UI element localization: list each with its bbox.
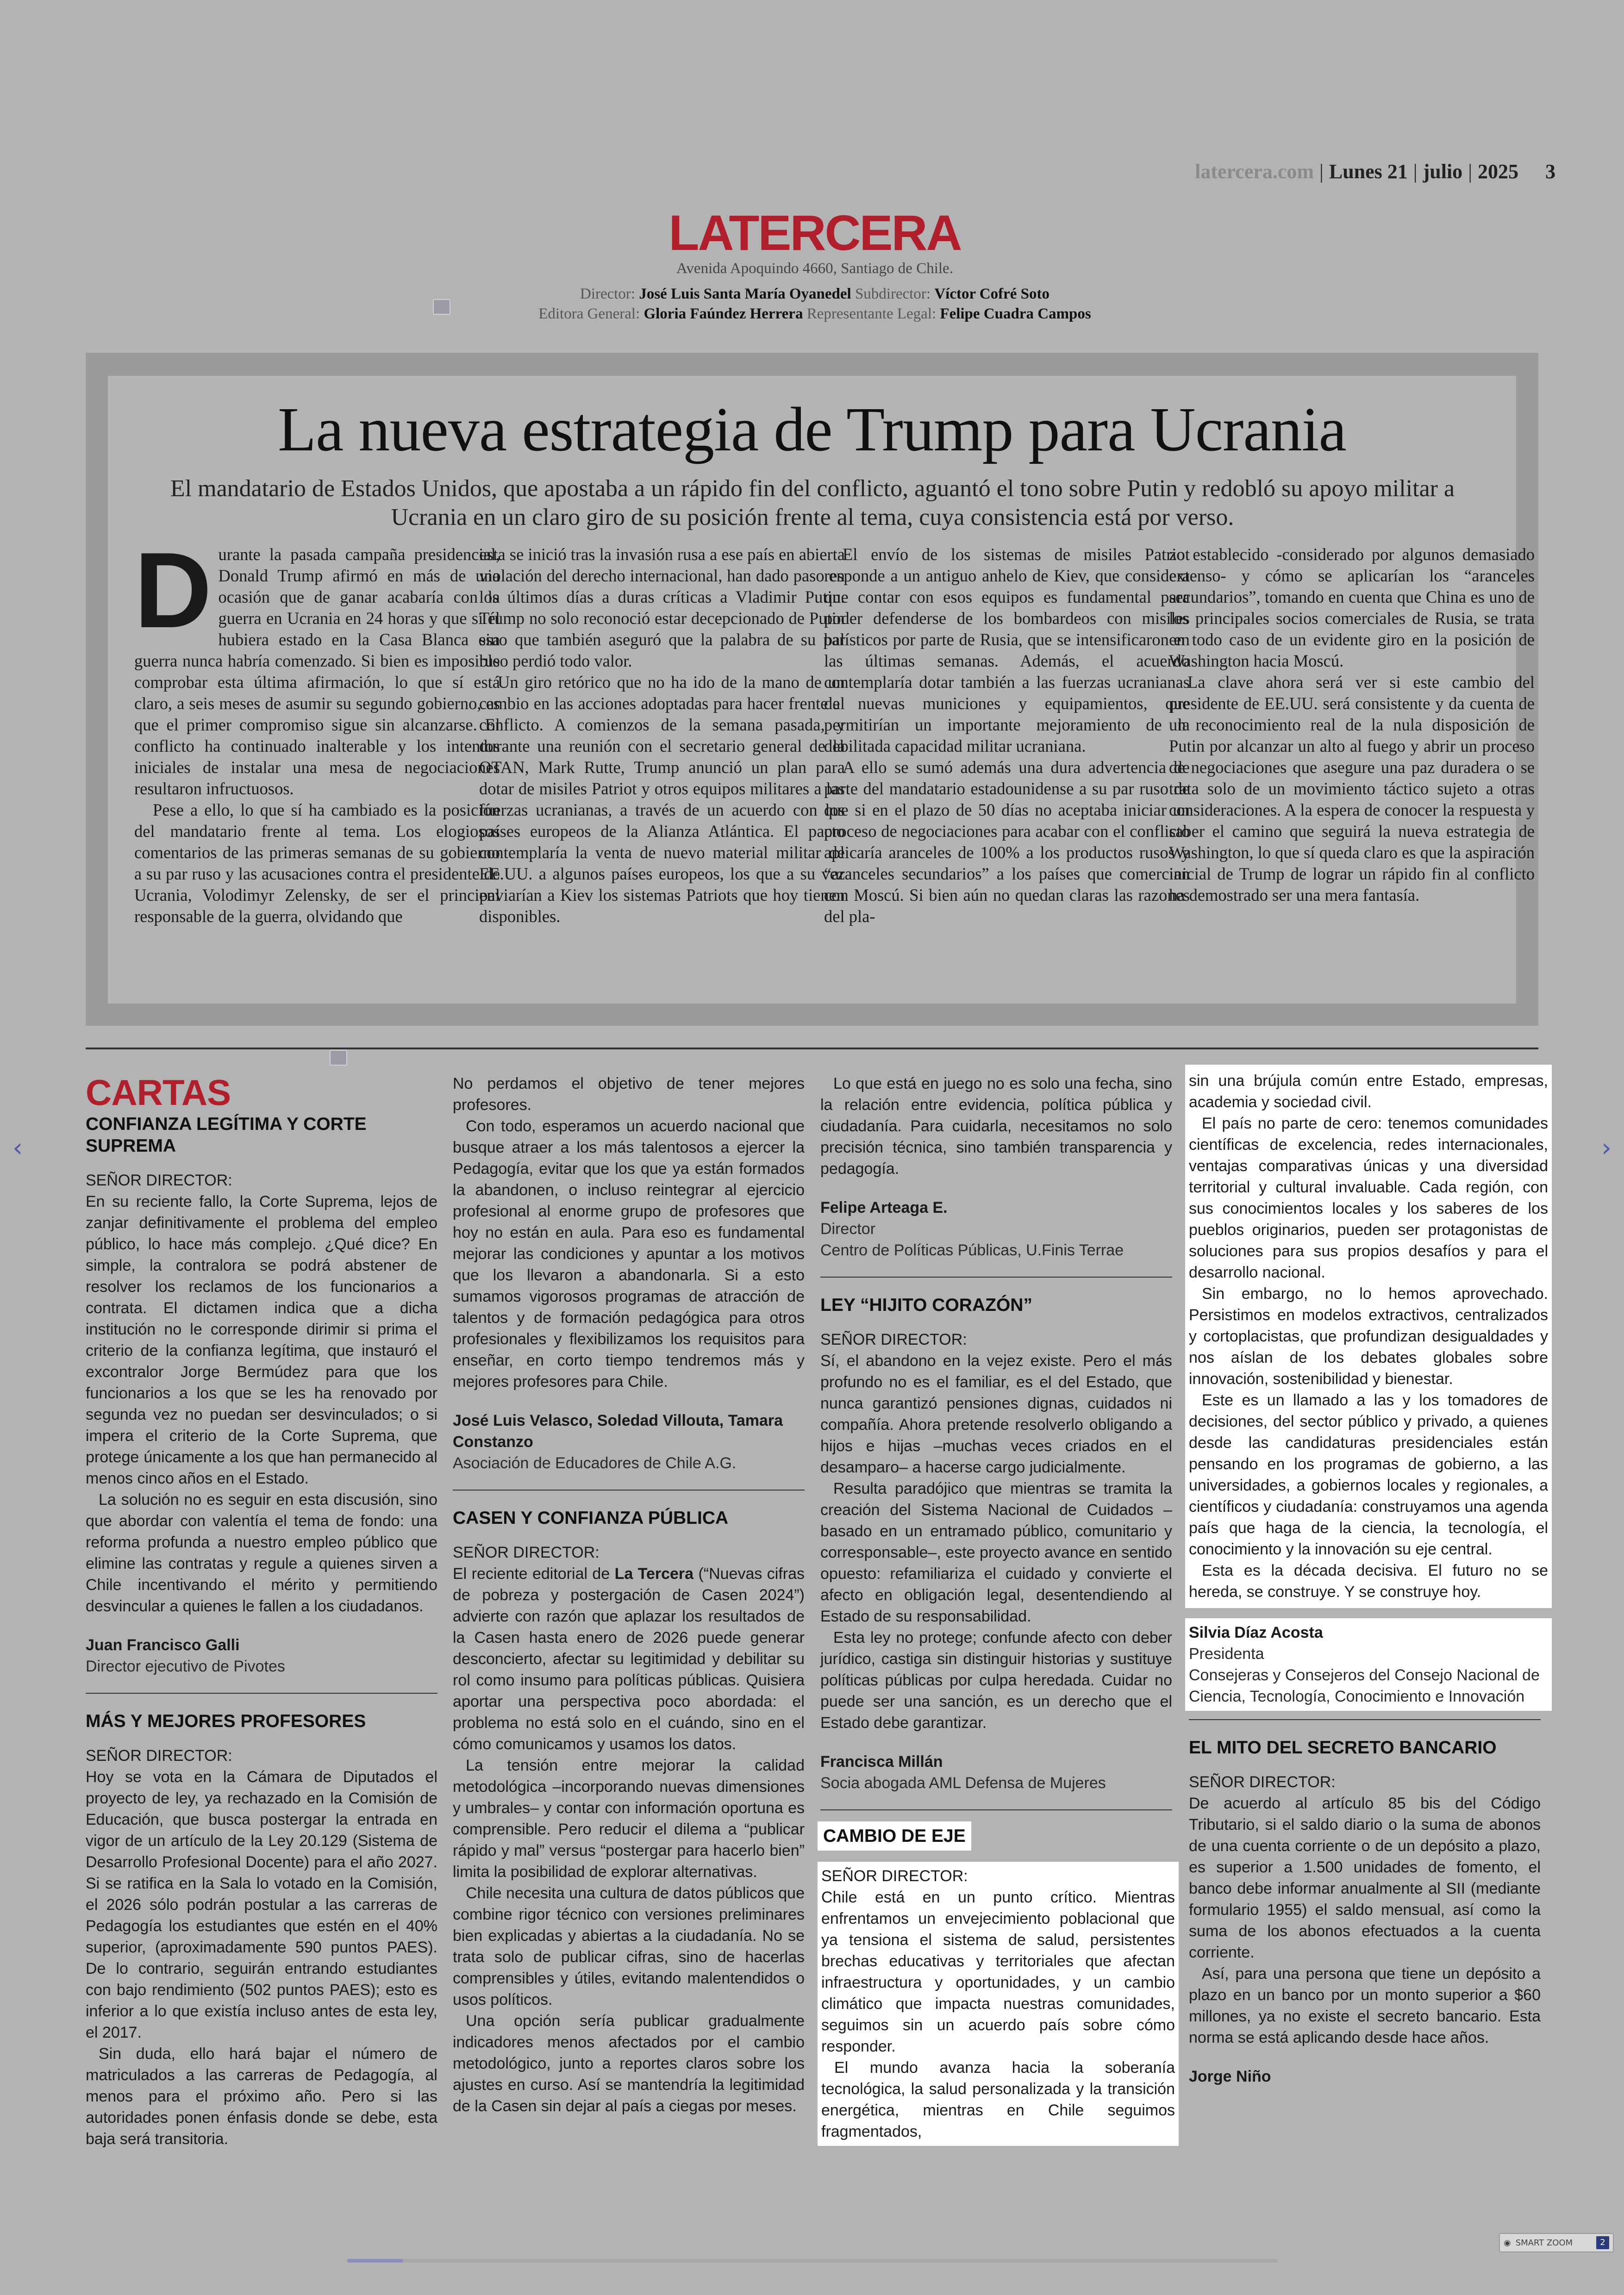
- letter-author-role: Asociación de Educadores de Chile A.G.: [453, 1454, 737, 1472]
- page-scrollbar[interactable]: [347, 2259, 1278, 2263]
- letters-column-2: No perdamos el objetivo de tener mejores profesores. Con todo, esperamos un acuerdo nacional que busque atraer a los más talentosos a ejercer la Pedagogía, evitar que los que ya están formados la abandonen, o incluso reintegrar al ejercicio profesional al enorme grupo de profesores que hoy no están en aula. Para eso es fundamental mejorar las condiciones y apuntar a los motivos que los llevaron a abandonarla. Si a esto sumamos vigorosos programas de atracción de talentos y de formación pedagógica para otros profesionales y flexibilizamos los requisitos para enseñar, en corto tiempo tendremos más y mejores profesores para Chile. José Luis Velasco, Soledad Villouta, Tamara Constanzo Asociación de Educadores de Chile A.G. CASEN Y CONFIANZA PÚBLICA SEÑOR DIRECTOR: El reciente editorial de La Tercera (“Nuevas cifras de pobreza y postergación de Casen 2024”) advierte con razón que aplazar los resultados de la Casen hasta enero de 2026 puede generar desconcierto, afectar su legitimidad y debilitar su rol como insumo para políticas públicas. Quisiera aportar una perspectiva poco abordada: el problema no está solo en el cuándo, sino en el cómo comunicamos y usamos los datos. La tensión entre mejorar la calidad metodológica –incorporando nuevas dimensiones y umbrales– y contar con información oportuna es comprensible. Pero reducir el dilema a “publicar rápido y mal” versus “postergar para hacerlo bien” limita la posibilidad de explorar alternativas. Chile necesita una cultura de datos públicos que combine rigor técnico con versiones preliminares bien explicadas y abiertas a la ciudadanía. No se trata solo de publicar cifras, sino de hacerlas comprensibles y útiles, evitando malentendidos o usos políticos. Una opción sería publicar gradualmente indicadores menos afectados por el cambio metodológico, junto a reportes claros sobre los ajustes en curso. Así se mantendría la legitimidad de la Casen sin dejar al país a ciegas por meses.: [453, 1075, 805, 2115]
- date-day: Lunes 21: [1329, 160, 1408, 183]
- letter-author-role: Director ejecutivo de Pivotes: [86, 1658, 285, 1675]
- highlight-box: sin una brújula común entre Estado, empresas, academia y sociedad civil. El país no parte de cero: tenemos comunidades científicas de excelencia, redes internacionales, ventajas comparativas únicas y una diversidad territorial y cultural invaluable. Cada región, con sus conocimientos locales y los saberes de los pueblos originarios, pueden ser protagonistas de soluciones para sus propios desafíos y para el desarrollo nacional. Sin embargo, no lo hemos aprovechado. Persistimos en modelos extractivos, centralizados y cortoplacistas, que profundizan desigualdades y nos aíslan de los debates globales sobre innovación, sostenibilidad y bienestar. Este es un llamado a las y los tomadores de decisiones, del sector público y privado, a quienes desde las candidaturas presidenciales están pensando en los programas de gobierno, a las universidades, a gobiernos locales y regionales, a científicos y ciudadanía: construyamos una agenda país que haga de la ciencia, la tecnología, el conocimiento y la innovación su eje central. Esta es la década decisiva. El futuro no se hereda, se construye. Y se construye hoy.: [1185, 1065, 1552, 1608]
- letter-salutation: SEÑOR DIRECTOR:: [820, 1331, 967, 1348]
- page-number: 3: [1545, 160, 1555, 183]
- letter-salutation: SEÑOR DIRECTOR:: [86, 1747, 232, 1765]
- letter-salutation: SEÑOR DIRECTOR:: [453, 1544, 600, 1561]
- editorial-subtitle: El mandatario de Estados Unidos, que apostaba a un rápido fin del conflicto, aguantó el tono sobre Putin y redobló su apoyo militar a Ucrania en un claro giro de su posición frente al tema, cuya consistencia está por verso.: [170, 475, 1455, 530]
- annotation-pin-icon[interactable]: [433, 299, 450, 315]
- letter-author-org: Centro de Políticas Públicas, U.Finis Terrae: [820, 1241, 1124, 1259]
- highlight-box: SEÑOR DIRECTOR: Chile está en un punto crítico. Mientras enfrentamos un envejecimiento poblacional que ya tensiona el sistema de salud, persistentes brechas educativas y territoriales que afectan infraestructura y oportunidades, y un cambio climático que impacta nuestras comunidades, seguimos sin un acuerdo país sobre cómo responder. El mundo avanza hacia la soberanía tecnológica, la salud personalizada y la transición energética, mientras en Chile seguimos fragmentados,: [818, 1862, 1179, 2146]
- section-divider: [86, 1048, 1538, 1049]
- letter-heading: CASEN Y CONFIANZA PÚBLICA: [453, 1508, 729, 1528]
- date-year: 2025: [1478, 160, 1518, 183]
- editorial-column-2: esta se inició tras la invasión rusa a ese país en abierta violación del derecho internacional, han dado paso en los últimos días a duras críticas a Vladimir Putin. Trump no solo reconoció estar decepcionado de Putin sino que también aseguró que la palabra de su par ruso perdió todo valor. Un giro retórico que no ha ido de la mano de un cambio en las acciones adoptadas para hacer frente al conflicto. A comienzos de la semana pasada, y durante una reunión con el secretario general de la OTAN, Mark Rutte, Trump anunció un plan para dotar de misiles Patriot y otros equipos militares a las fuerzas ucranianas, a través de un acuerdo con los países europeos de la Alianza Atlántica. El pacto contemplaría la venta de nuevo material militar de EE.UU. a algunos países europeos, los que a su vez enviarían a Kiev los sistemas Patriots que hoy tienen disponibles.: [479, 545, 845, 926]
- section-title-cartas: CARTAS: [86, 1072, 231, 1113]
- smart-zoom-label: SMART ZOOM: [1515, 2238, 1573, 2248]
- letter-heading: MÁS Y MEJORES PROFESORES: [86, 1711, 366, 1731]
- director-name: José Luis Santa María Oyanedel: [639, 286, 851, 302]
- date-month: julio: [1423, 160, 1463, 183]
- staff-line-2: Editora General: Gloria Faúndez Herrera Representante Legal: Felipe Cuadra Campos: [538, 306, 1091, 322]
- previous-page-icon[interactable]: ‹: [12, 1133, 23, 1162]
- drop-cap: D: [134, 530, 212, 650]
- smart-zoom-badge: 2: [1596, 2236, 1609, 2249]
- letters-column-3: Lo que está en juego no es solo una fecha, sino la relación entre evidencia, política pública y ciudadanía. Para cuidarla, necesitamos no solo precisión técnica, sino también transparencia y pedagogía. Felipe Arteaga E. Director Centro de Políticas Públicas, U.Finis Terrae LEY “HIJITO CORAZÓN” SEÑOR DIRECTOR: Sí, el abandono en la vejez existe. Pero el más profundo no es el familiar, es el del Estado, que nunca garantizó pensiones dignas, cuidados ni compañía. Ahora pretende resolverlo obligando a hijos e hijas –muchas veces criados en el desamparo– a hacerse cargo judicialmente. Resulta paradójico que mientras se tramita la creación del Sistema Nacional de Cuidados –basado en un entramado público, comunitario y corresponsable–, este proyecto avance en sentido opuesto: refamiliariza el cuidado y convierte el afecto en obligación legal, desentendiendo al Estado de su responsabilidad. Esta ley no protege; confunde afecto con deber jurídico, castiga sin distinguir historias y sustituye políticas públicas por culpa heredada. Cuidar no puede ser una sanción, es un derecho que el Estado debe garantizar. Francisca Millán Socia abogada AML Defensa de Mujeres CAMBIO DE EJE SEÑOR DIRECTOR: Chile está en un punto crítico. Mientras enfrentamos un envejecimiento poblacional que ya tensiona el sistema de salud, persistentes brechas educativas y territoriales que afectan infraestructura y oportunidades, y un cambio climático que impacta nuestras comunidades, seguimos sin un acuerdo país sobre cómo responder. El mundo avanza hacia la soberanía tecnológica, la salud personalizada y la transición energética, mientras en Chile seguimos fragmentados,: [820, 1073, 1172, 2146]
- letter-separator: [453, 1490, 805, 1491]
- letter-separator: [1189, 1719, 1541, 1720]
- editorial-column-4: zo establecido -considerado por algunos demasiado extenso- y cómo se aplicarían los “aranceles secundarios”, tomando en cuenta que China es uno de los principales socios comerciales de Rusia, se trata en todo caso de un evidente giro en la posición de Washington hacia Moscú. La clave ahora será ver si este cambio del presidente de EE.UU. será consistente y da cuenta de un reconocimiento real de la nula disposición de Putin por alcanzar un alto al fuego y abrir un proceso de negociaciones que asegure una paz duradera o se trata solo de un movimiento táctico sujeto a otras consideraciones. A la espera de conocer la respuesta y saber el camino que seguirá la nueva estrategia de Washington, lo que sí queda claro es que la aspiración inicial de Trump de lograr un rápido fin al conflicto ha demostrado ser una mera fantasía.: [1169, 545, 1535, 904]
- letter-author: Silvia Díaz Acosta: [1189, 1624, 1323, 1641]
- letter-separator: [820, 1809, 1172, 1810]
- smart-zoom-button[interactable]: [1499, 2233, 1614, 2252]
- letter-author-role: Presidenta: [1189, 1645, 1264, 1663]
- subdirector-name: Víctor Cofré Soto: [934, 286, 1049, 302]
- next-page-icon[interactable]: ›: [1601, 1133, 1612, 1162]
- letter-author: Juan Francisco Galli: [86, 1636, 240, 1654]
- letter-author: Francisca Millán: [820, 1753, 943, 1771]
- page-scrollbar-thumb[interactable]: [347, 2259, 403, 2263]
- highlight-box: [1185, 1618, 1552, 1711]
- eye-icon: ◉: [1504, 2238, 1511, 2248]
- page-header: latercera.com | Lunes 21 | julio | 2025 3: [1195, 160, 1555, 183]
- editorial-title: La nueva estrategia de Trump para Ucrania: [278, 395, 1346, 464]
- letter-heading: CONFIANZA LEGÍTIMA Y CORTE SUPREMA: [86, 1114, 367, 1156]
- legal-rep-name: Felipe Cuadra Campos: [940, 306, 1091, 322]
- letter-heading: LEY “HIJITO CORAZÓN”: [820, 1295, 1032, 1315]
- letters-column-4: sin una brújula común entre Estado, empresas, academia y sociedad civil. El país no parte de cero: tenemos comunidades científicas de excelencia, redes internacionales, ventajas comparativas únicas y una diversidad territorial y cultural invaluable. Cada región, con sus conocimientos locales y los saberes de los pueblos originarios, pueden ser protagonistas de soluciones para sus propios desafíos y para el desarrollo nacional. Sin embargo, no lo hemos aprovechado. Persistimos en modelos extractivos, centralizados y cortoplacistas, que profundizan desigualdades y nos aíslan de los debates globales sobre innovación, sostenibilidad y bienestar. Este es un llamado a las y los tomadores de decisiones, del sector público y privado, a quienes desde las candidaturas presidenciales están pensando en los programas de gobierno, a las universidades, a gobiernos locales y regionales, a científicos y ciudadanía: construyamos una agenda país que haga de la ciencia, la tecnología, el conocimiento y la innovación su eje central. Esta es la década decisiva. El futuro no se hereda, se construye. Y se construye hoy. Silvia Díaz Acosta Presidenta Consejeras y Consejeros del Consejo Nacional de Ciencia, Tecnología, Conocimiento e Innovación EL MITO DEL SECRETO BANCARIO SEÑOR DIRECTOR: De acuerdo al artículo 85 bis del Código Tributario, si el saldo diario o la suma de abonos de una cuenta corriente o de un depósito a plazo, es superior a 1.500 unidades de fomento, el banco debe informar anualmente al SII (mediante formulario 1955) el saldo mensual, así como la suma de los abonos efectuados a la cuenta corriente. Así, para una persona que tiene un depósito a plazo en un banco por un monto superior a $60 millones, ya no existe el secreto bancario. Esta norma se está aplicando desde hace años. Jorge Niño: [1189, 1065, 1541, 2087]
- annotation-pin-icon[interactable]: [330, 1050, 347, 1066]
- letter-separator: [86, 1693, 437, 1694]
- letter-heading: CAMBIO DE EJE: [823, 1826, 966, 1846]
- letter-salutation: SEÑOR DIRECTOR:: [86, 1172, 232, 1189]
- letter-author: José Luis Velasco, Soledad Villouta, Tamara Constanzo: [453, 1412, 783, 1451]
- letter-author-role: Socia abogada AML Defensa de Mujeres: [820, 1774, 1106, 1792]
- letter-author: Jorge Niño: [1189, 2068, 1271, 2085]
- letters-column-1: CONFIANZA LEGÍTIMA Y CORTE SUPREMA SEÑOR DIRECTOR: En su reciente fallo, la Corte Suprema, lejos de zanjar definitivamente el problema del empleo público, lo hace más complejo. ¿Qué dice? En simple, la contralora se podrá abstener de resolver los reclamos de los funcionarios a contrata. El dictamen indica que a dicha institución no le corresponde dirimir si prima el criterio de la confianza legítima, que instauró el excontralor Jorge Bermúdez para que los funcionarios a los que se les ha renovado por segunda vez no puedan ser desvinculados; o si impera el criterio de la Corte Suprema, que protege únicamente a los que han permanecido al menos cinco años en el Estado. La solución no es seguir en esta discusión, sino que abordar con valentía el tema de fondo: una reforma profunda a nuestro empleo público que elimine las contratas y regule a quienes sirven a Chile incentivando el mérito y permitiendo desvincular a quienes le fallen a los ciudadanos. Juan Francisco Galli Director ejecutivo de Pivotes MÁS Y MEJORES PROFESORES SEÑOR DIRECTOR: Hoy se vota en la Cámara de Diputados el proyecto de ley, ya rechazado en la Comisión de Educación, que busca postergar la entrada en vigor de un artículo de la Ley 20.129 (Sistema de Desarrollo Profesional Docente) para el año 2027. Si se ratifica en la Sala lo votado en la Comisión, el 2026 sólo podrán postular a las carreras de Pedagogía los estudiantes que estén en el 40% superior, (aproximadamente 590 puntos PAES). De lo contrario, seguirán entrando estudiantes con bajo rendimiento (502 puntos PAES); esto es inferior a lo que existía incluso antes de esta ley, el 2017. Sin duda, ello hará bajar el número de matriculados a las carreras de Pedagogía, al menos para el próximo año. Pero si las autoridades ponen énfasis donde se debe, esta baja será transitoria.: [86, 1114, 437, 2148]
- newspaper-logo: LATERCERA: [668, 205, 961, 261]
- highlight-box: [818, 1821, 971, 1851]
- editorial-column-3: El envío de los sistemas de misiles Patriot responde a un antiguo anhelo de Kiev, que considera que contar con esos equipos es fundamental para poder defenderse de los bombardeos con misiles balísticos por parte de Rusia, que se intensificaron en las últimas semanas. Además, el acuerdo contemplaría dotar también a las fuerzas ucranianas de nuevas municiones y equipamientos, que permitirían un importante mejoramiento de la debilitada capacidad militar ucraniana. A ello se sumó además una dura advertencia de parte del mandatario estadounidense a su par ruso de que si en el plazo de 50 días no aceptaba iniciar un proceso de negociaciones para acabar con el conflicto aplicaría aranceles de 100% a los productos rusos y “aranceles secundarios” a los países que comercian con Moscú. Si bien aún no quedan claras las razones del pla-: [824, 545, 1190, 926]
- letter-author-org: Consejeras y Consejeros del Consejo Nacional de Ciencia, Tecnología, Conocimiento e Innovación: [1189, 1666, 1540, 1705]
- editorial-column-1: Durante la pasada campaña presidencial, Donald Trump afirmó en más de una ocasión que de ganar acabaría con la guerra en Ucrania en 24 horas y que si él hubiera estado en la Casa Blanca esa guerra nunca habría comenzado. Si bien es imposible comprobar esta última afirmación, lo que sí está claro, a seis meses de asumir su segundo gobierno, es que el primer compromiso sigue sin alcanzarse. El conflicto ha continuado inalterable y los intentos iniciales de instalar una mesa de negociaciones resultaron infructuosos. Pese a ello, lo que sí ha cambiado es la posición del mandatario frente al tema. Los elogiosos comentarios de las primeras semanas de su gobierno a su par ruso y las acusaciones contra el presidente de Ucrania, Volodimyr Zelensky, de ser el principal responsable de la guerra, olvidando que: [134, 530, 500, 926]
- editora-name: Gloria Faúndez Herrera: [643, 306, 803, 322]
- letter-salutation: SEÑOR DIRECTOR:: [1189, 1773, 1336, 1791]
- site-name: latercera.com: [1195, 160, 1314, 183]
- letter-heading: EL MITO DEL SECRETO BANCARIO: [1189, 1738, 1497, 1758]
- letter-salutation: SEÑOR DIRECTOR:: [821, 1867, 968, 1885]
- letter-separator: [820, 1277, 1172, 1278]
- staff-line-1: Director: José Luis Santa María Oyanedel Subdirector: Víctor Cofré Soto: [580, 286, 1049, 302]
- letter-author: Felipe Arteaga E.: [820, 1199, 948, 1216]
- letter-author-role: Director: [820, 1220, 876, 1238]
- address: Avenida Apoquindo 4660, Santiago de Chile.: [676, 260, 953, 277]
